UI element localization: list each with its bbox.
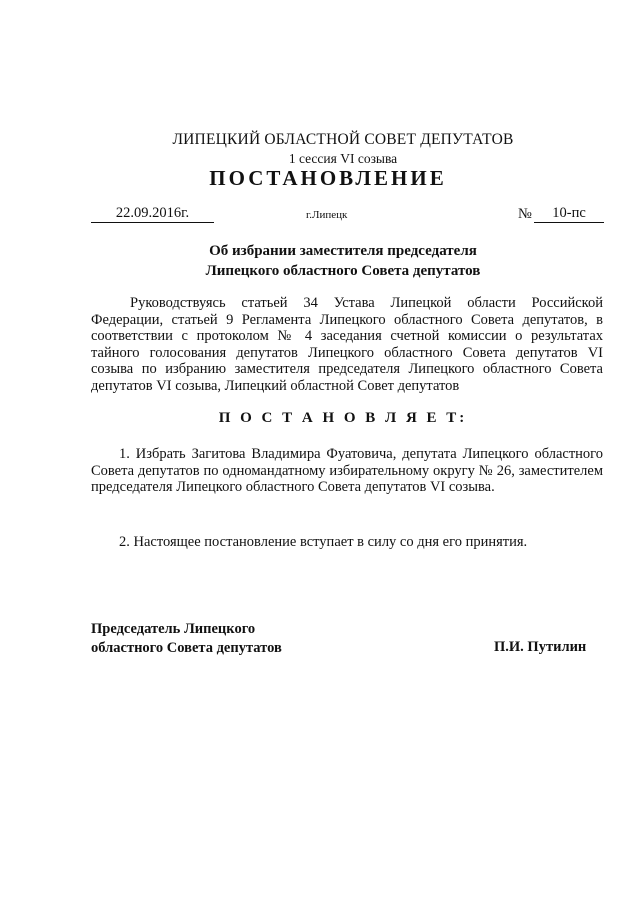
document-number: 10-пс bbox=[534, 205, 604, 223]
resolution-item-2: 2. Настоящее постановление вступает в силу со дня его принятия. bbox=[119, 534, 528, 550]
resolution-item-1-text: 1. Избрать Загитова Владимира Фуатовича, депутата Липецкого областного Совета депутатов по одномандатному избирательному округу № 26, заместителем председателя Липецкого областного Совета депутатов VI созыва. bbox=[91, 446, 603, 496]
document-place: г.Липецк bbox=[306, 209, 348, 221]
document-subject bbox=[0, 241, 640, 281]
signer-title bbox=[91, 620, 282, 658]
signer-name: П.И. Путилин bbox=[494, 639, 587, 655]
preamble-text: Руководствуясь статьей 34 Устава Липецкой области Российской Федерации, статьей 9 Регламента Липецкого областного Совета депутатов, в соответствии с протоколом № 4 заседания счетной комиссии о результатах тайного голосования депутатов Липецкого областного Совета депутатов VI созыва по избранию заместителя председателя Липецкого областного Совета депутатов VI созыва, Липецкий областной Совет депутатов bbox=[91, 295, 603, 394]
subject-line-1: Об избрании заместителя председателя bbox=[209, 243, 477, 259]
document-type-title: ПОСТАНОВЛЕНИЕ bbox=[209, 166, 447, 190]
organization-name: ЛИПЕЦКИЙ ОБЛАСТНОЙ СОВЕТ ДЕПУТАТОВ bbox=[172, 131, 514, 148]
preamble-paragraph bbox=[91, 295, 603, 395]
session-line: 1 сессия VI созыва bbox=[288, 151, 398, 166]
resolves-heading: П О С Т А Н О В Л Я Е Т: bbox=[218, 410, 468, 426]
signer-title-line-1: Председатель Липецкого bbox=[91, 621, 256, 637]
resolution-item-1 bbox=[91, 446, 603, 496]
subject-line-2: Липецкого областного Совета депутатов bbox=[205, 263, 481, 279]
document-date: 22.09.2016г. bbox=[91, 205, 214, 223]
signer-title-line-2: областного Совета депутатов bbox=[91, 640, 282, 656]
number-sign: № bbox=[518, 206, 532, 222]
